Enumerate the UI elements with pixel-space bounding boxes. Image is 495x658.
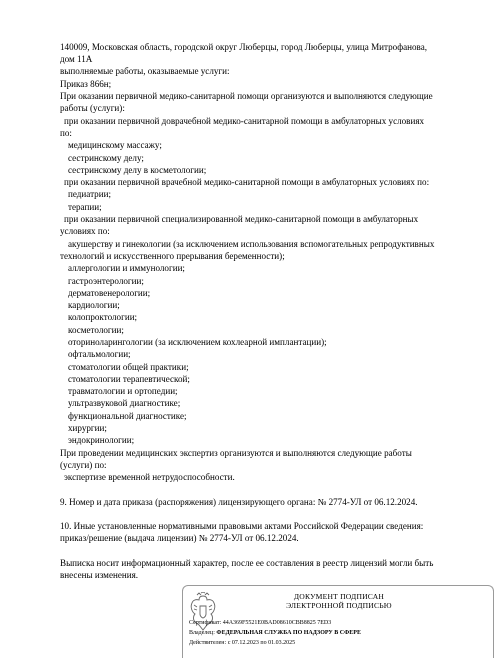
- text-line: Приказ 866н;: [60, 79, 112, 89]
- disclaimer-line: внесены изменения.: [60, 570, 139, 580]
- text-line: При оказании первичной медико-санитарной помощи организуются и выполняются следующие: [60, 91, 433, 101]
- text-line: при оказании первичной доврачебной медико-санитарной помощи в амбулаторных условиях: [64, 116, 425, 126]
- owner-label: Владелец:: [189, 630, 215, 636]
- certificate-value: 44A369F5521E0BAD08610CBB8825 7ED3: [222, 620, 332, 626]
- validity-row: [189, 640, 295, 647]
- text-line: колопроктологии;: [68, 312, 138, 322]
- text-line: хирургии;: [68, 423, 107, 433]
- text-line: работы (услуги):: [60, 103, 125, 113]
- other-info-line: приказ/решение (выдача лицензии) № 2774-УЛ от 06.12.2024.: [60, 533, 299, 543]
- text-line: технологий и искусственного прерывания беременности);: [60, 251, 285, 261]
- owner-row: [189, 630, 361, 637]
- text-line: медицинскому массажу;: [68, 140, 162, 150]
- text-line: при оказании первичной врачебной медико-санитарной помощи в амбулаторных условиях по:: [64, 177, 430, 187]
- certificate-label: Сертификат:: [189, 620, 222, 626]
- text-line: дерматовенерологии;: [68, 288, 151, 298]
- text-line: акушерству и гинекологии (за исключением использования вспомогательных репродуктивных: [68, 239, 435, 249]
- text-line: при оказании первичной специализированной медико-санитарной помощи в амбулаторных: [64, 214, 419, 224]
- text-line: педиатрии;: [68, 189, 111, 199]
- text-line: выполняемые работы, оказываемые услуги:: [60, 66, 230, 76]
- license-order-line: 9. Номер и дата приказа (распоряжения) лицензирующего органа: № 2774-УЛ от 06.12.2024.: [60, 497, 418, 507]
- stamp-title: ДОКУМЕНТ ПОДПИСАН: [293, 592, 385, 601]
- validity-label: Действителен:: [189, 640, 227, 646]
- other-info-line: 10. Иные установленные нормативными правовыми актами Российской Федерации сведения:: [60, 521, 424, 531]
- certificate-row: [189, 620, 331, 627]
- text-line: условиях по:: [60, 226, 110, 236]
- text-line: 140009, Московская область, городской округ Люберцы, город Люберцы, улица Митрофанова,: [60, 42, 428, 52]
- text-line: функциональной диагностике;: [68, 411, 187, 421]
- disclaimer-line: Выписка носит информационный характер, после ее составления в реестр лицензий могли быть: [60, 558, 434, 568]
- text-line: ультразвуковой диагностике;: [68, 398, 181, 408]
- text-line: стоматологии общей практики;: [68, 362, 189, 372]
- text-line: кардиологии;: [68, 300, 120, 310]
- text-line: экспертизе временной нетрудоспособности.: [64, 472, 235, 482]
- text-line: (услуги) по:: [60, 460, 107, 470]
- text-line: аллергологии и иммунологии;: [68, 263, 185, 273]
- text-line: травматологии и ортопедии;: [68, 386, 178, 396]
- text-line: терапии;: [68, 202, 102, 212]
- owner-value: ФЕДЕРАЛЬНАЯ СЛУЖБА ПО НАДЗОРУ В СФЕРЕ: [216, 630, 361, 636]
- stamp-title: ЭЛЕКТРОННОЙ ПОДПИСЬЮ: [286, 601, 392, 610]
- electronic-signature-stamp: [182, 585, 494, 658]
- text-line: гастроэнтерологии;: [68, 276, 144, 286]
- validity-value: с 07.12.2023 по 01.03.2025: [227, 640, 296, 646]
- text-line: оториноларингологии (за исключением кохлеарной имплантации);: [68, 337, 327, 347]
- text-line: эндокринологии;: [68, 435, 135, 445]
- text-line: офтальмологии;: [68, 349, 131, 359]
- text-line: сестринскому делу;: [68, 153, 144, 163]
- text-line: стоматологии терапевтической;: [68, 374, 190, 384]
- text-line: При проведении медицинских экспертиз организуются и выполняются следующие работы: [60, 448, 412, 458]
- text-line: косметологии;: [68, 325, 124, 335]
- text-line: сестринскому делу в косметологии;: [68, 165, 207, 175]
- text-line: по:: [60, 128, 72, 138]
- text-line: дом 11А: [60, 54, 93, 64]
